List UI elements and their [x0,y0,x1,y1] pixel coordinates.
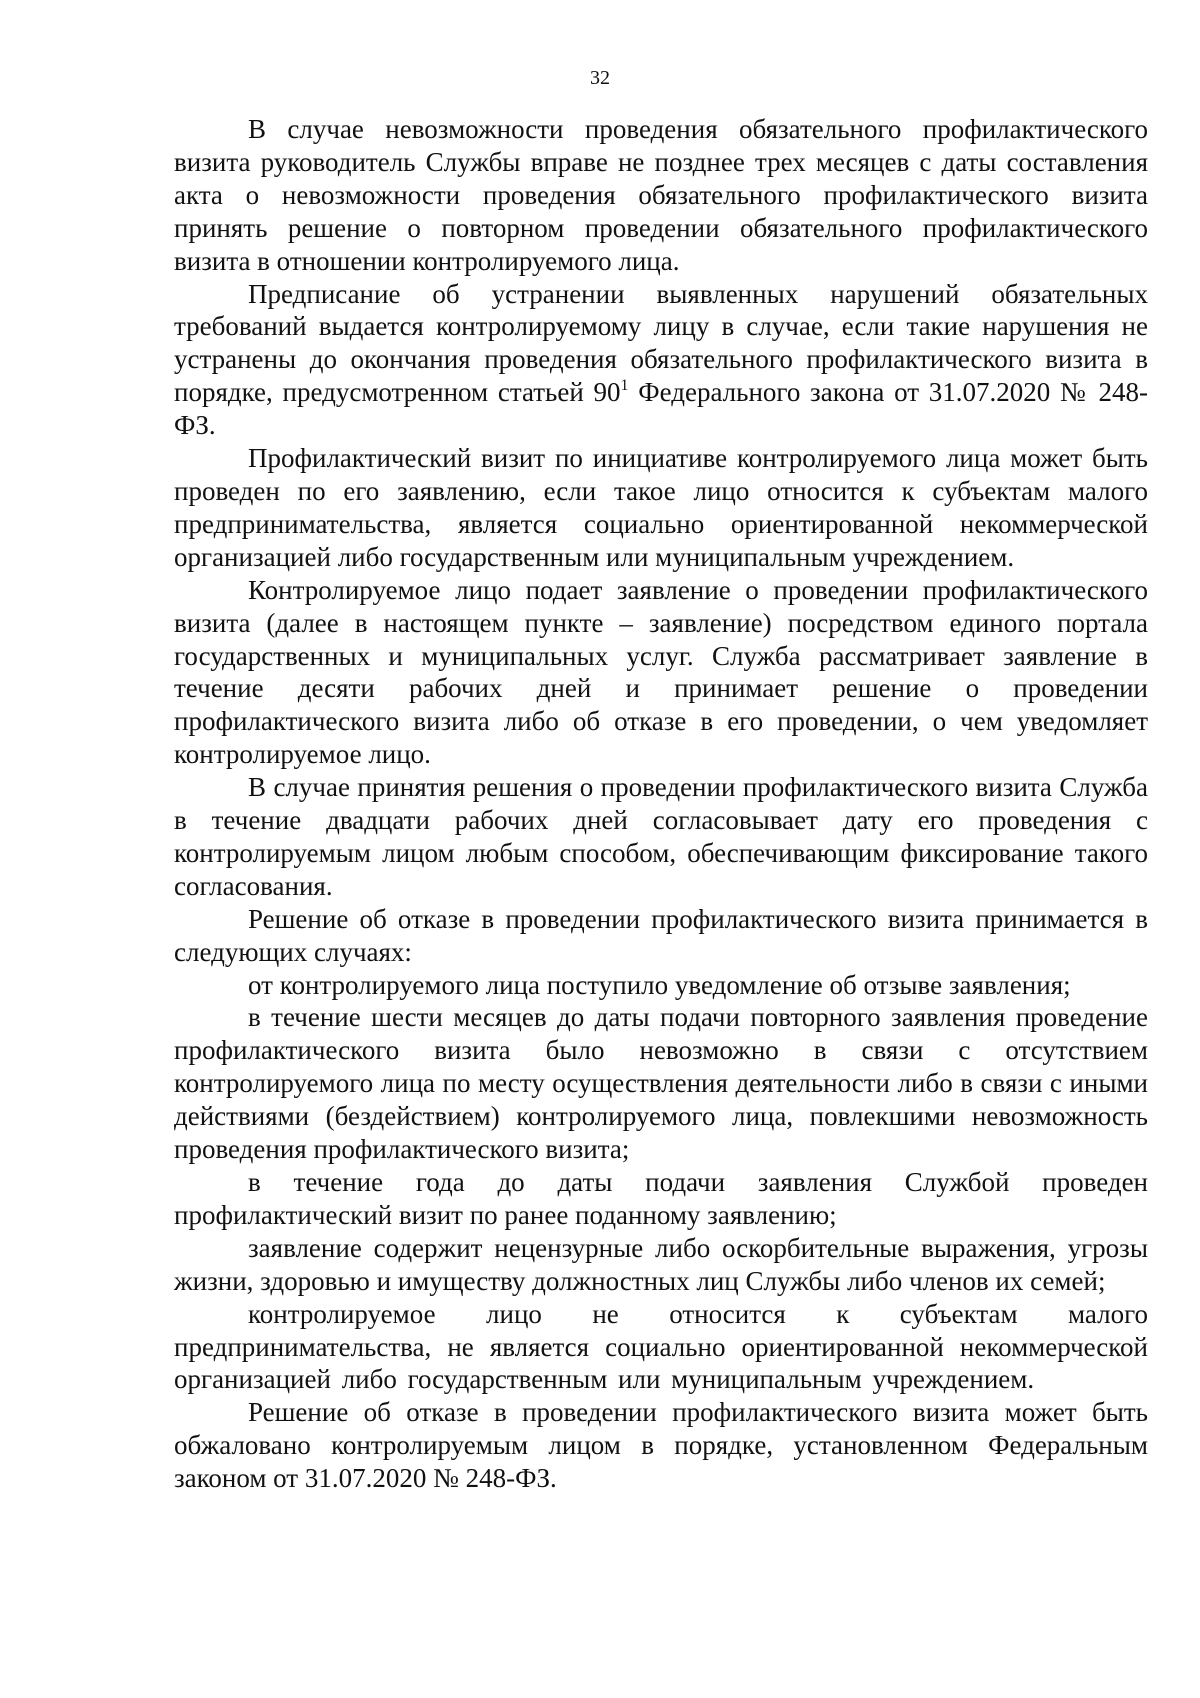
paragraph-repeat-mandatory-visit: В случае невозможности проведения обязательного профилактического визита руководитель Службы вправе не позднее трех месяцев с даты составления акта о невозможности проведения обязательного профилактического визита принять решение о повторном проведении обязательного профилактического визита в отношении контролируемого лица. [174,114,1148,276]
paragraph-case-withdrawal: от контролируемого лица поступило уведомление об отзыве заявления; [248,969,1071,1000]
paragraph-refusal-cases: Решение об отказе в проведении профилактического визита принимается в следующих случаях: [174,903,1148,967]
paragraph-visit-on-initiative: Профилактический визит по инициативе контролируемого лица может быть проведен по его заявлению, если такое лицо относится к субъектам малого предпринимательства, является социально ориентированной некоммерческой организацией либо государственным или муниципальным учреждением. [174,443,1148,572]
paragraph-case-within-year: в течение года до даты подачи заявления Службой проведен профилактический визит по ранее поданному заявлению; [174,1167,1148,1230]
paragraph-order-to-remedy-law-ref: Федерального закона от 31.07.2020 № 248-ФЗ. [174,377,1148,441]
page-number: 32 [590,67,610,89]
paragraph-application-submission: Контролируемое лицо подает заявление о проведении профилактического визита (далее в настоящем пункте – заявление) посредством единого портала государственных и муниципальных услуг. Служба рассматривает заявление в течение десяти рабочих дней и принимает решение о проведении профилактического визита либо об отказе в его проведении, о чем уведомляет контролируемое лицо. [174,574,1148,770]
paragraph-order-to-remedy [174,278,1148,443]
paragraph-case-six-months: в течение шести месяцев до даты подачи повторного заявления проведение профилактического визита было невозможно в связи с отсутствием контролируемого лица по месту осуществления деятельности либо в связи с иными действиями (бездействием) контролируемого лица, повлекшими невозможность проведения профилактического визита; [174,1002,1148,1165]
article-superscript: 1 [620,377,629,395]
paragraph-case-offensive-content: заявление содержит нецензурные либо оскорбительные выражения, угрозы жизни, здоровью и имуществу должностных лиц Службы либо членов их семей; [174,1232,1148,1296]
paragraph-date-agreement: В случае принятия решения о проведении профилактического визита Служба в течение двадцати рабочих дней согласовывает дату его проведения с контролируемым лицом любым способом, обеспечивающим фиксирование такого согласования. [174,772,1148,901]
paragraph-case-not-small-business: контролируемое лицо не относится к субъектам малого предпринимательства, не является социально ориентированной некоммерческой организацией либо государственным или муниципальным учреждением. [174,1298,1148,1395]
paragraph-order-to-remedy-text: Предписание об устранении выявленных нарушений обязательных требований выдается контролируемому лицу в случае, если такие нарушения не устранены до окончания проведения обязательного профилактического визита в порядке, предусмотренном статьей 90 [174,278,1148,408]
paragraph-appeal: Решение об отказе в проведении профилактического визита может быть обжаловано контролируемым лицом в порядке, установленном Федеральным законом от 31.07.2020 № 248-ФЗ. [174,1397,1148,1494]
document-body [174,113,1148,1495]
